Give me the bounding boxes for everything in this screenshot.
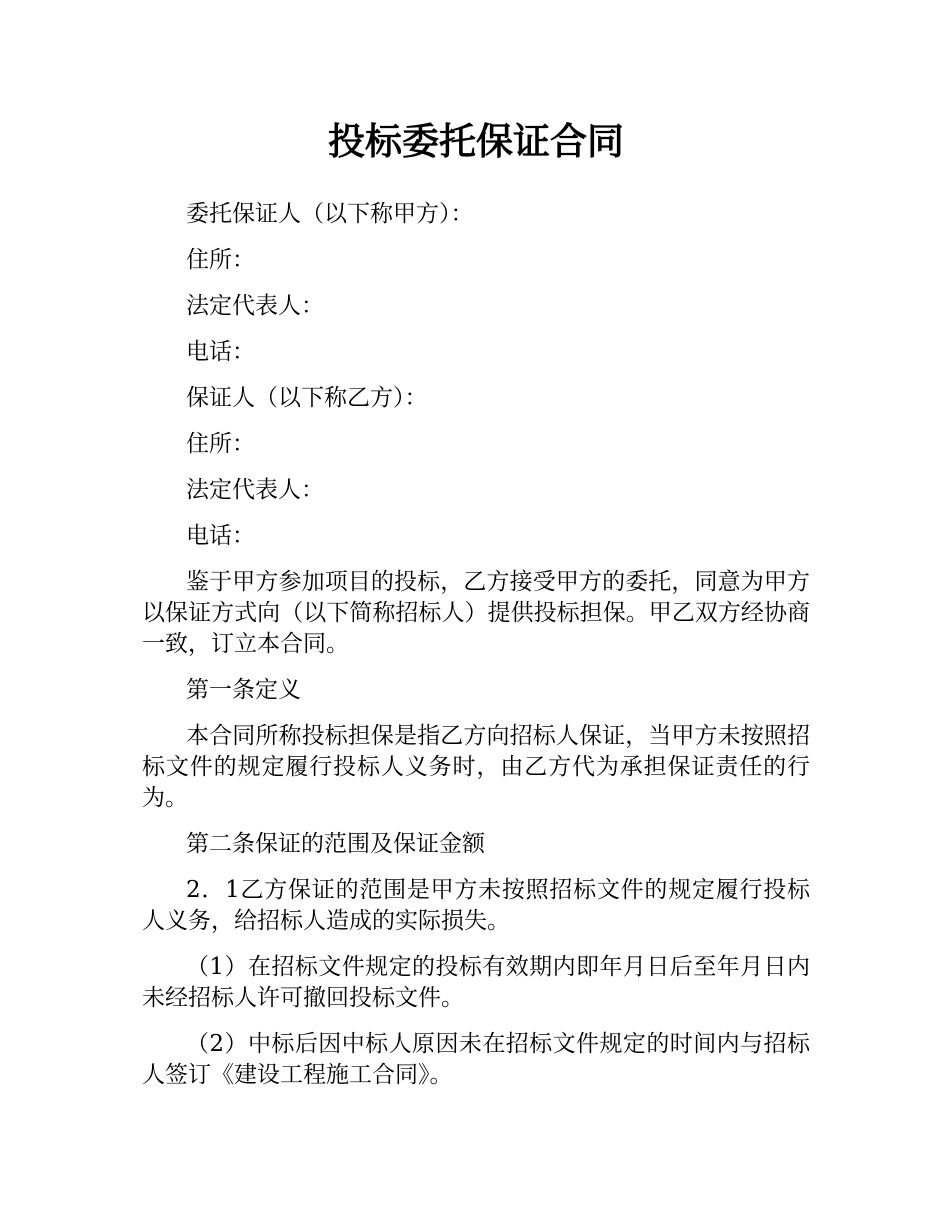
party-b-address: 住所： bbox=[186, 431, 255, 457]
article-1-heading: 第一条定义 bbox=[186, 677, 301, 703]
party-b-label: 保证人（以下称乙方）： bbox=[186, 385, 428, 411]
party-a-phone: 电话： bbox=[186, 339, 255, 365]
party-a-representative: 法定代表人： bbox=[186, 293, 324, 319]
article-1-body: 本合同所称投标担保是指乙方向招标人保证，当甲方未按照招标文件的规定履行投标人义务时，由乙方代为承担保证责任的行为。 bbox=[142, 723, 810, 811]
party-b-phone: 电话： bbox=[186, 523, 255, 549]
article-2-heading: 第二条保证的范围及保证金额 bbox=[186, 831, 485, 857]
party-b-representative: 法定代表人： bbox=[186, 477, 324, 503]
party-a-address: 住所： bbox=[186, 247, 255, 273]
clause-2-1-item-2: （2）中标后因中标人原因未在招标文件规定的时间内与招标人签订《建设工程施工合同》。 bbox=[142, 1031, 810, 1088]
preamble-paragraph: 鉴于甲方参加项目的投标，乙方接受甲方的委托，同意为甲方以保证方式向（以下简称招标人）提供投标担保。甲乙双方经协商一致，订立本合同。 bbox=[142, 569, 810, 657]
document-title: 投标委托保证合同 bbox=[328, 120, 624, 163]
clause-2-1: 2．1乙方保证的范围是甲方未按照招标文件的规定履行投标人义务，给招标人造成的实际损失。 bbox=[142, 877, 810, 934]
clause-2-1-item-1: （1）在招标文件规定的投标有效期内即年月日后至年月日内未经招标人许可撤回投标文件。 bbox=[142, 954, 810, 1011]
document-body bbox=[142, 199, 810, 1106]
party-a-label: 委托保证人（以下称甲方）： bbox=[186, 201, 474, 227]
